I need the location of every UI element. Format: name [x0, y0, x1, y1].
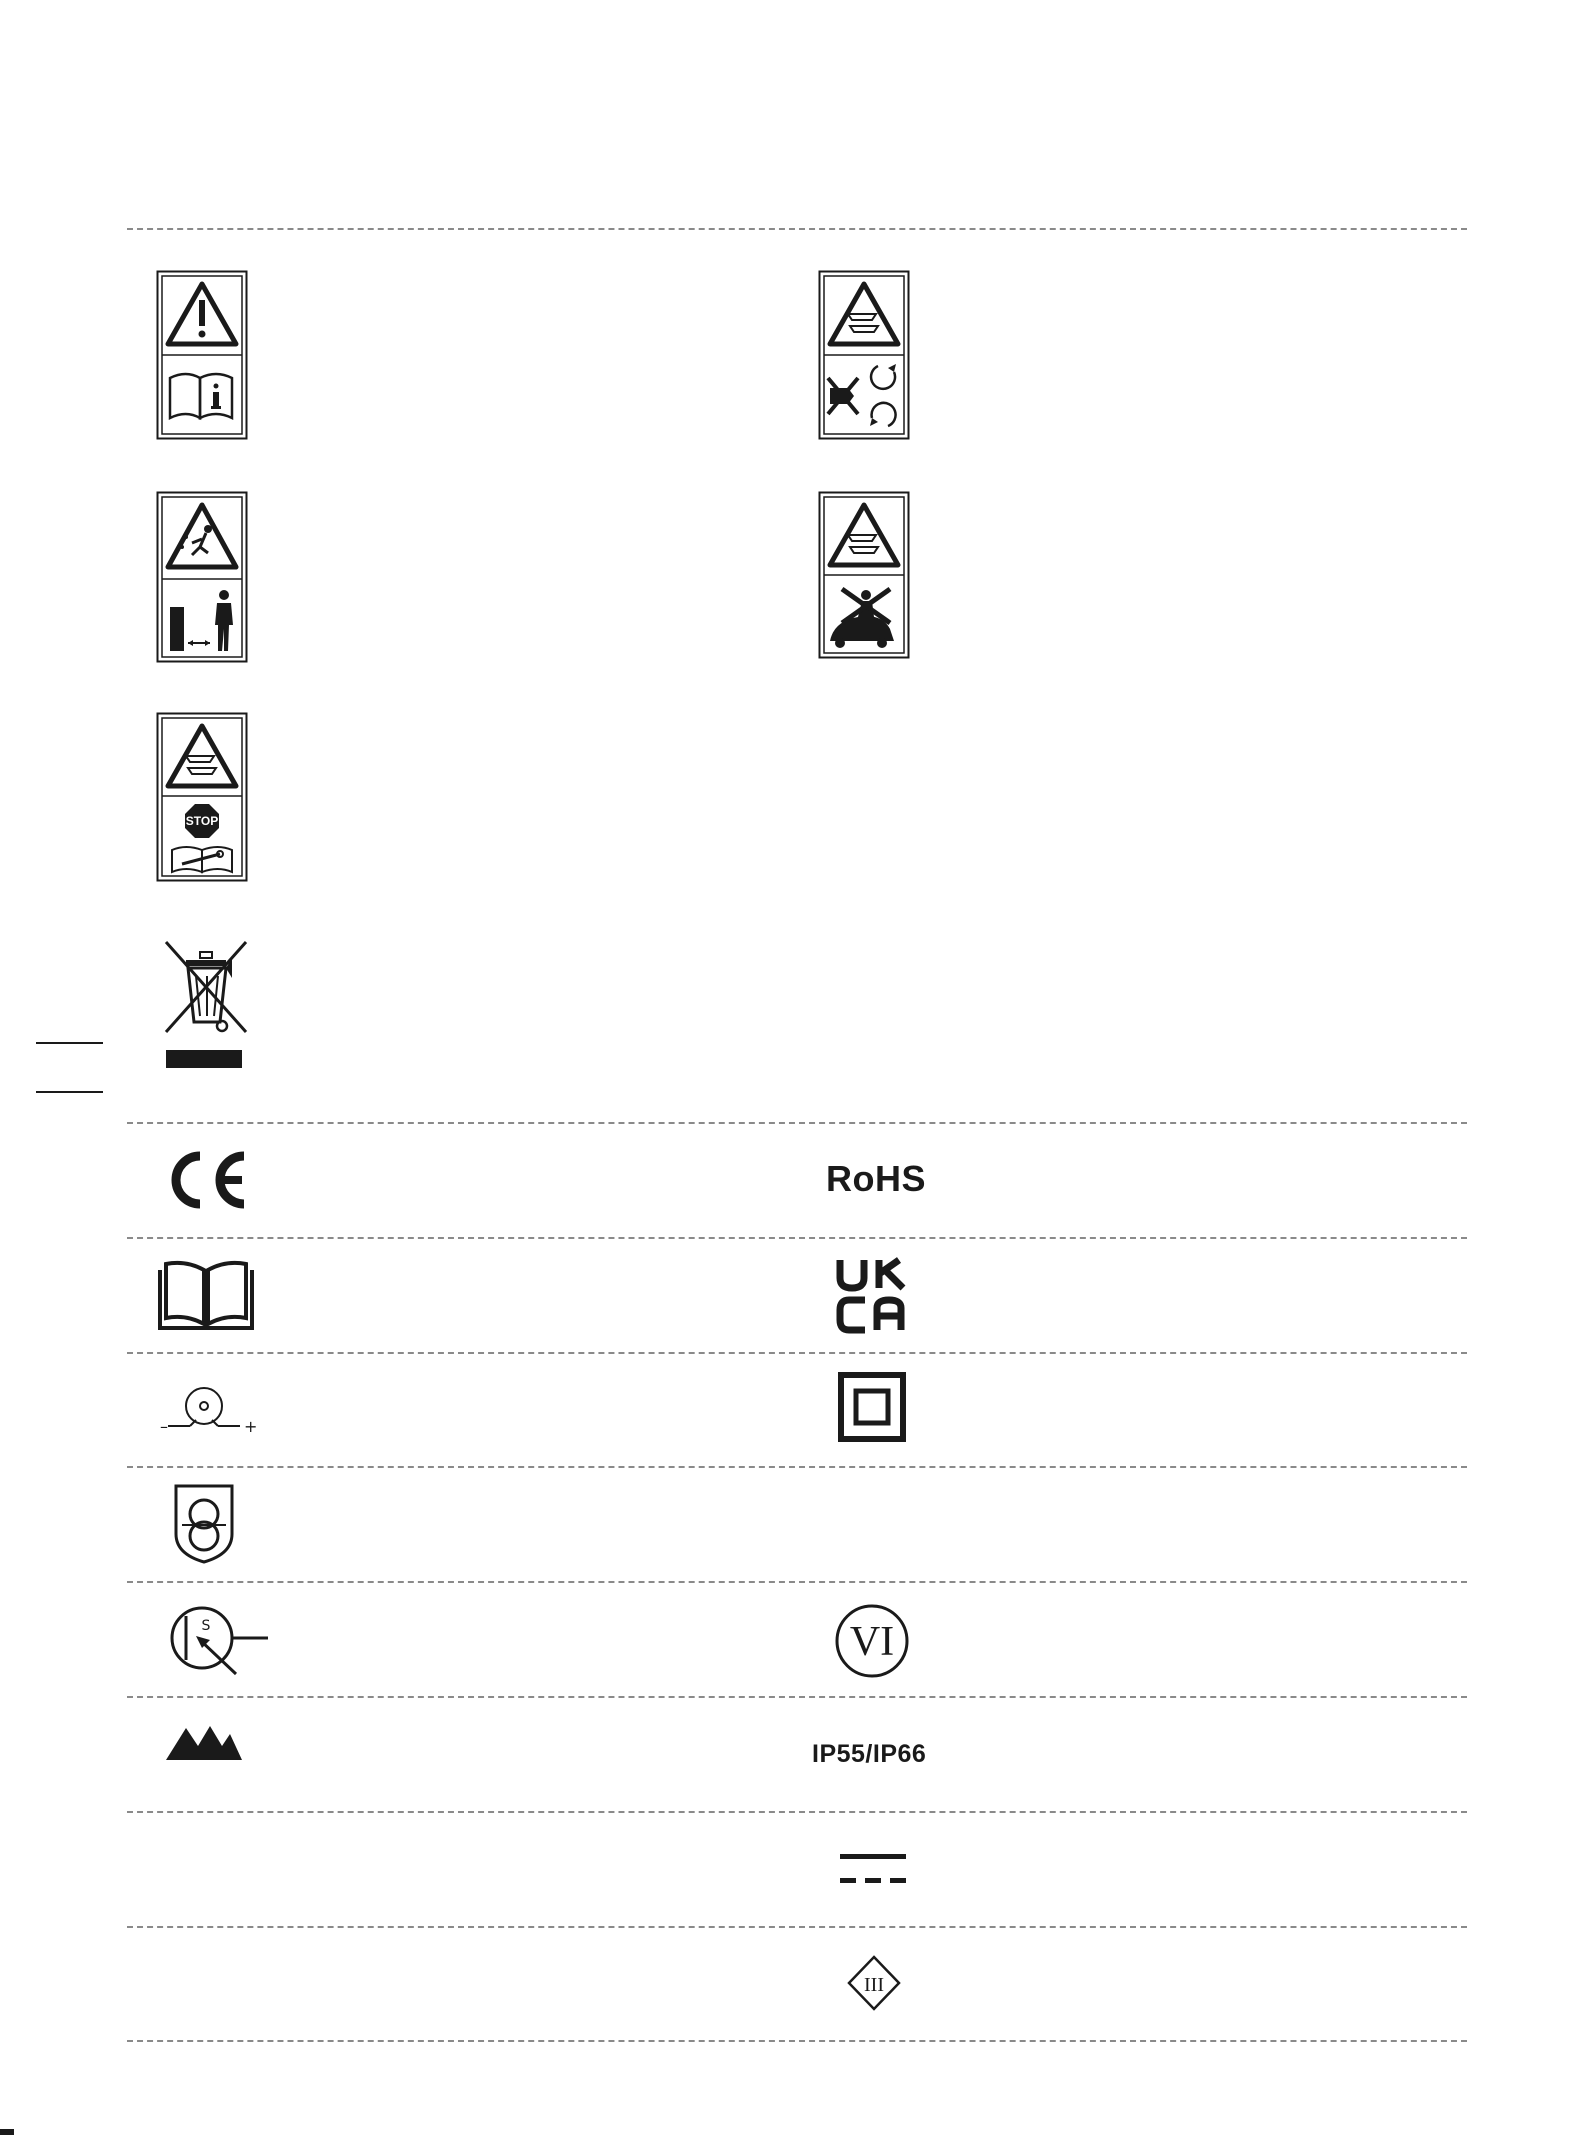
- protection-class-iii-icon: [846, 1954, 902, 2012]
- no-riding-mower-icon: [818, 491, 910, 659]
- divider: [127, 1696, 1467, 1698]
- sound-switch-icon: [156, 1602, 270, 1678]
- ukca-mark-icon: [835, 1256, 915, 1334]
- stop-label: STOP: [185, 814, 219, 828]
- divider: [127, 1122, 1467, 1124]
- minus-label: –: [160, 1417, 168, 1436]
- efficiency-level-vi-icon: [834, 1603, 910, 1679]
- margin-mark: [36, 1091, 103, 1093]
- divider: [127, 2040, 1467, 2042]
- divider: [127, 1811, 1467, 1813]
- margin-mark: [36, 1042, 103, 1044]
- thrown-objects-safe-distance-icon: [156, 491, 248, 663]
- iii-label: III: [864, 1974, 884, 1996]
- divider: [127, 1466, 1467, 1468]
- page-edge-mark: [0, 2129, 14, 2135]
- blade-hand-warning-icon: [818, 270, 910, 440]
- warning-read-manual-icon: [156, 270, 248, 440]
- divider: [127, 1352, 1467, 1354]
- dc-polarity-connector-icon: [156, 1382, 258, 1436]
- vi-label: VI: [849, 1619, 895, 1665]
- safety-transformer-icon: [172, 1482, 236, 1566]
- s-label: S: [201, 1618, 211, 1634]
- weee-crossed-bin-icon: [160, 938, 252, 1078]
- divider: [127, 1237, 1467, 1239]
- ip-rating-icon: IP55/IP66: [812, 1740, 927, 1768]
- divider: [127, 1581, 1467, 1583]
- plus-label: +: [244, 1417, 258, 1436]
- rohs-mark-icon: RoHS: [826, 1158, 926, 1199]
- read-manual-book-icon: [158, 1256, 254, 1332]
- ce-mark-icon: [160, 1148, 252, 1212]
- stop-maintenance-icon: [156, 712, 248, 882]
- direct-current-icon: [838, 1852, 908, 1886]
- divider: [127, 1926, 1467, 1928]
- double-insulation-icon: [838, 1372, 906, 1442]
- divider: [127, 228, 1467, 230]
- indoor-use-only-icon: [164, 1720, 244, 1762]
